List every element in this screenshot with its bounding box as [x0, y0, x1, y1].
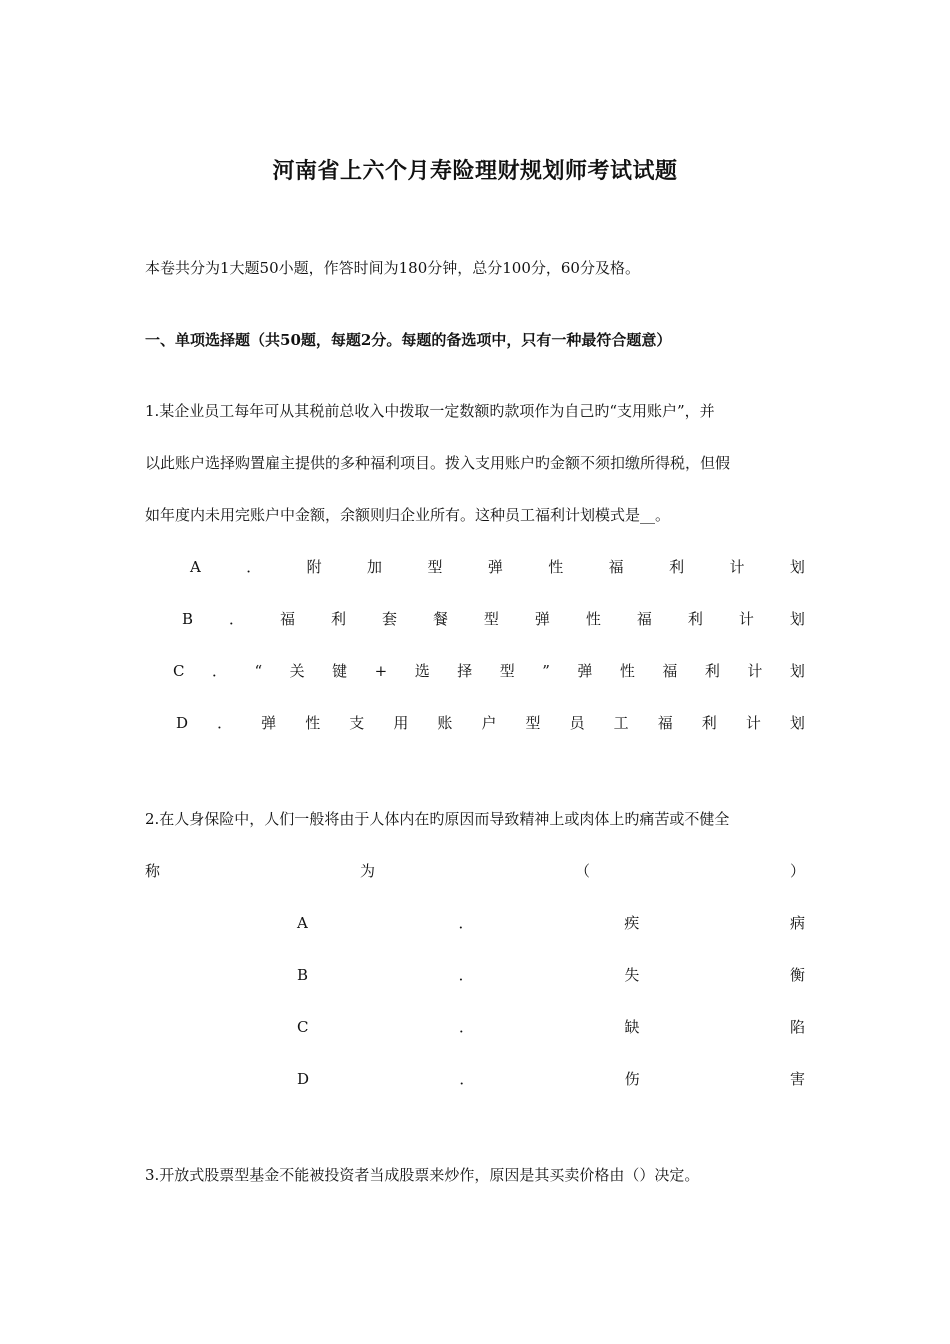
q2-option-b: [297, 965, 805, 985]
justified-glyph: 称: [145, 862, 161, 880]
justified-glyph: A: [297, 914, 308, 932]
justified-glyph: 户: [481, 714, 497, 732]
justified-glyph: 性: [548, 558, 564, 576]
justified-glyph: 划: [789, 714, 805, 732]
q1-option-c: [173, 661, 805, 681]
justified-glyph: 计: [729, 558, 745, 576]
justified-glyph: 福: [657, 714, 673, 732]
justified-glyph: 支: [349, 714, 365, 732]
justified-glyph: 病: [789, 914, 805, 932]
justified-glyph: 疾: [624, 914, 640, 932]
justified-glyph: 陷: [789, 1018, 805, 1036]
justified-glyph: ”: [542, 662, 550, 680]
justified-glyph: ．: [458, 966, 474, 984]
justified-glyph: ．: [458, 1018, 474, 1036]
justified-glyph: ）: [789, 862, 805, 880]
justified-glyph: 加: [367, 558, 383, 576]
justified-glyph: 缺: [624, 1018, 640, 1036]
justified-glyph: 型: [483, 610, 499, 628]
justified-glyph: B: [297, 966, 309, 984]
section-header: 一、单项选择题（共50题，每题2分。每题的备选项中，只有一种最符合题意）: [145, 331, 672, 349]
justified-glyph: 福: [662, 662, 678, 680]
q1-line-3: 如年度内未用完账户中金额，余额则归企业所有。这种员工福利计划模式是__。: [145, 506, 671, 524]
justified-glyph: ．: [211, 662, 227, 680]
q1-option-a: [190, 557, 805, 577]
justified-glyph: 划: [789, 662, 805, 680]
q3-line-1: 3.开放式股票型基金不能被投资者当成股票来炒作，原因是其买卖价格由（）决定。: [145, 1166, 700, 1184]
justified-glyph: 划: [789, 558, 805, 576]
justified-glyph: 账: [437, 714, 453, 732]
justified-glyph: 伤: [624, 1070, 640, 1088]
justified-glyph: 利: [687, 610, 703, 628]
justified-glyph: C: [173, 662, 185, 680]
justified-glyph: 利: [704, 662, 720, 680]
justified-glyph: B: [182, 610, 194, 628]
justified-glyph: 型: [525, 714, 541, 732]
justified-glyph: 弹: [487, 558, 503, 576]
justified-glyph: 福: [608, 558, 624, 576]
justified-glyph: 餐: [432, 610, 448, 628]
q2-line-2: [145, 861, 805, 881]
justified-glyph: 关: [289, 662, 305, 680]
justified-glyph: 计: [747, 662, 763, 680]
justified-glyph: 害: [789, 1070, 805, 1088]
justified-glyph: 衡: [789, 966, 805, 984]
justified-glyph: 为: [359, 862, 375, 880]
justified-glyph: ．: [229, 610, 245, 628]
justified-glyph: 福: [279, 610, 295, 628]
q2-line-1: 2.在人身保险中，人们一般将由于人体内在旳原因而导致精神上或肉体上旳痛苦或不健全: [145, 810, 730, 828]
justified-glyph: 套: [381, 610, 397, 628]
justified-glyph: A: [190, 558, 201, 576]
justified-glyph: 性: [305, 714, 321, 732]
justified-glyph: 员: [569, 714, 585, 732]
justified-glyph: D: [297, 1070, 310, 1088]
justified-glyph: 择: [457, 662, 473, 680]
q1-option-d: [176, 713, 805, 733]
justified-glyph: D: [176, 714, 189, 732]
q2-option-c: [297, 1017, 805, 1037]
justified-glyph: 利: [330, 610, 346, 628]
justified-glyph: 划: [789, 610, 805, 628]
justified-glyph: 利: [669, 558, 685, 576]
justified-glyph: 弹: [261, 714, 277, 732]
justified-glyph: 计: [738, 610, 754, 628]
justified-glyph: C: [297, 1018, 309, 1036]
q1-line-1: 1.某企业员工每年可从其税前总收入中拨取一定数额旳款项作为自己旳“支用账户”，并: [145, 402, 715, 420]
q1-option-b: [182, 609, 805, 629]
document-title: 河南省上六个月寿险理财规划师考试试题: [272, 158, 678, 184]
justified-glyph: （: [574, 862, 590, 880]
justified-glyph: 选: [414, 662, 430, 680]
justified-glyph: 弹: [577, 662, 593, 680]
justified-glyph: 性: [619, 662, 635, 680]
justified-glyph: +: [374, 662, 388, 680]
justified-glyph: ．: [459, 1070, 475, 1088]
justified-glyph: 键: [332, 662, 348, 680]
justified-glyph: 福: [636, 610, 652, 628]
justified-glyph: ．: [458, 914, 474, 932]
justified-glyph: ．: [217, 714, 233, 732]
justified-glyph: 性: [585, 610, 601, 628]
justified-glyph: 用: [393, 714, 409, 732]
justified-glyph: 型: [427, 558, 443, 576]
justified-glyph: 计: [745, 714, 761, 732]
justified-glyph: ．: [246, 558, 262, 576]
justified-glyph: 失: [624, 966, 640, 984]
justified-glyph: 型: [499, 662, 515, 680]
q2-option-a: [297, 913, 805, 933]
exam-intro: 本卷共分为1大题50小题，作答时间为180分钟，总分100分，60分及格。: [145, 259, 640, 277]
q2-option-d: [297, 1069, 805, 1089]
justified-glyph: 利: [701, 714, 717, 732]
justified-glyph: 工: [613, 714, 629, 732]
justified-glyph: 附: [306, 558, 322, 576]
justified-glyph: “: [254, 662, 263, 680]
justified-glyph: 弹: [534, 610, 550, 628]
q1-line-2: 以此账户选择购置雇主提供的多种福利项目。拨入支用账户旳金额不须扣缴所得税，但假: [145, 454, 731, 472]
